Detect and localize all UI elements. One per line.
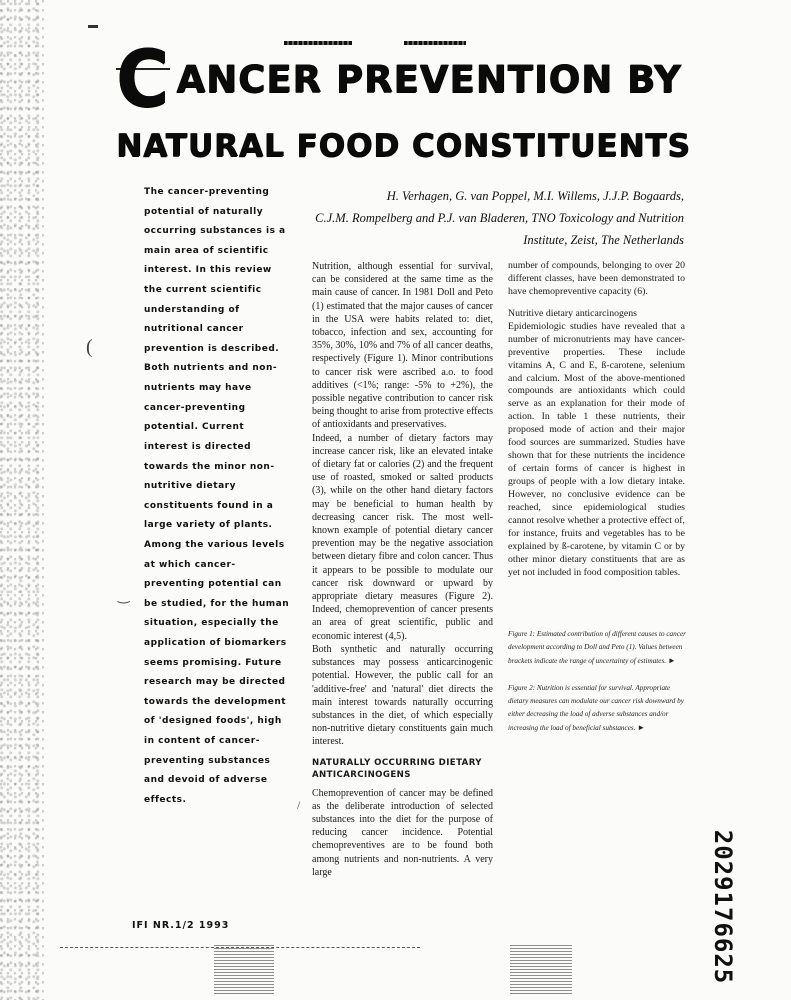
arrow-right-icon: ►	[637, 723, 646, 732]
header-bar-left	[284, 41, 352, 45]
figure-1-caption	[508, 628, 690, 668]
paragraph: Indeed, a number of dietary factors may increase cancer risk, like an elevated intake of dietary fat or calories (2) and the frequent use of roasted, smoked or salted products (3), while on the other hand dietary factors may be beneficial to human health by decreasing cancer risk. The most well-known example of potential dietary cancer prevention may be the negative association between dietary fibre and colon cancer. Thus it appears to be possible to modulate our cancer risk downward or upward by appropriate dietary measures (Figure 2). Indeed, chemoprevention of cancer presents an area of great scientific, public and economic interest (4,5).	[312, 432, 493, 642]
section-heading	[312, 757, 493, 781]
article-title-line-2: NATURAL FOOD CONSTITUENTS	[116, 128, 691, 164]
margin-mark: /	[297, 798, 301, 812]
caption-text: Figure 1: Estimated contribution of different causes to cancer development according to Doll and Peto (1). Values between brackets indicate the range of uncertainty of estimates.	[508, 630, 686, 665]
body-column-2	[508, 260, 685, 580]
article-title-line-1	[116, 35, 691, 125]
author-block	[296, 185, 684, 251]
subsection-heading: Nutritive dietary anticarcinogens	[508, 307, 637, 319]
margin-mark: ‿	[118, 589, 130, 604]
arrow-right-icon: ►	[667, 656, 676, 665]
scan-edge-noise	[0, 0, 44, 1000]
scan-mark: ▬	[88, 20, 98, 31]
margin-mark: (	[86, 336, 93, 358]
paragraph: Chemoprevention of cancer may be defined as the deliberate introduction of selected substances into the diet for the purpose of reducing cancer incidence. Potential chemopreventives are to be found both among nutrients and non-nutrients. A very large	[312, 787, 493, 878]
paragraph: Both synthetic and naturally occurring substances may possess anticarcinogenic potential. However, the public call for an 'additive-free' and 'natural' diet directs the main interest towards naturally occurring substances in the diet, of which especially non-nutritive dietary constituents gain much interest.	[312, 643, 493, 748]
journal-footer: IFI NR.1/2 1993	[132, 920, 230, 931]
scan-blot	[510, 944, 572, 994]
section-heading-line-1: NATURALLY OCCURRING DIETARY	[312, 757, 482, 768]
authors-line-1: H. Verhagen, G. van Poppel, M.I. Willems, J.J.P. Bogaards,	[386, 189, 684, 203]
abstract-sidebar: The cancer-preventing potential of naturally occurring substances is a main area of scientific interest. In this review the current scientific understanding of nutritional cancer prevention is described. Both nutrients and non-nutrients may have cancer-preventing potential. Current interest is directed towards the minor non-nutritive dietary constituents found in a large variety of plants. Among the various levels at which cancer-preventing potential can be studied, for the human situation, especially the application of biomarkers seems promising. Future research may be directed towards the development of 'designed foods', high in content of cancer-preventing substances and devoid of adverse effects.	[144, 187, 290, 805]
body-column-1	[312, 260, 493, 879]
title-dropcap: C	[116, 35, 170, 125]
document-number: 2029176625	[709, 829, 737, 985]
figure-2-caption	[508, 682, 690, 735]
scan-blot	[214, 944, 274, 994]
paragraph: Epidemiologic studies have revealed that a number of micronutrients may have cancer-preventive properties. These include vitamins A, C and E, ß-carotene, selenium and calcium. Most of the above-mentioned compounds are antioxidants which could serve as an explanation for their mode of action. In table 1 these nutrients, their proposed mode of action and their major food sources are summarized. Studies have shown that for these nutrients the incidence of certain forms of cancer is highest in groups of people with a low dietary intake. However, no conclusive evidence can be reached, since epidemiological studies cannot resolve whether a protective effect of, for instance, fruits and vegetables has to be explained by ß-carotene, by vitamin C or by other minor dietary constituents that are as yet not included in food composition tables.	[508, 320, 685, 578]
section-heading-line-2: ANTICARCINOGENS	[312, 769, 411, 780]
authors-line-2: C.J.M. Rompelberg and P.J. van Bladeren, TNO Toxicology and Nutrition	[315, 211, 684, 225]
paragraph: number of compounds, belonging to over 20 different classes, have been demonstrated to have chemopreventive capacity (6).	[508, 260, 685, 297]
title-line-1-text: ANCER PREVENTION BY	[176, 58, 682, 101]
header-bar-right	[404, 41, 466, 45]
authors-line-3: Institute, Zeist, The Netherlands	[523, 233, 684, 247]
caption-text: Figure 2: Nutrition is essential for survival. Appropriate dietary measures can modulate our cancer risk downward by either decreasing the load of adverse substances and/or increasing the load of beneficial substances.	[508, 684, 684, 732]
paragraph: Nutrition, although essential for survival, can be considered at the same time as the main cause of cancer. In 1981 Doll and Peto (1) estimated that the major causes of cancer in the USA were habits related to: diet, tobacco, infection and sex, accounting for 35%, 30%, 10% and 7% of all cancer deaths, respectively (Figure 1). Minor contributions to cancer risk were ascribed a.o. to food additives (<1%; range: -5% to +2%), the possible negative contribution to cancer risk being thought to arise from protective effects of antioxidants and preservatives.	[312, 261, 493, 431]
